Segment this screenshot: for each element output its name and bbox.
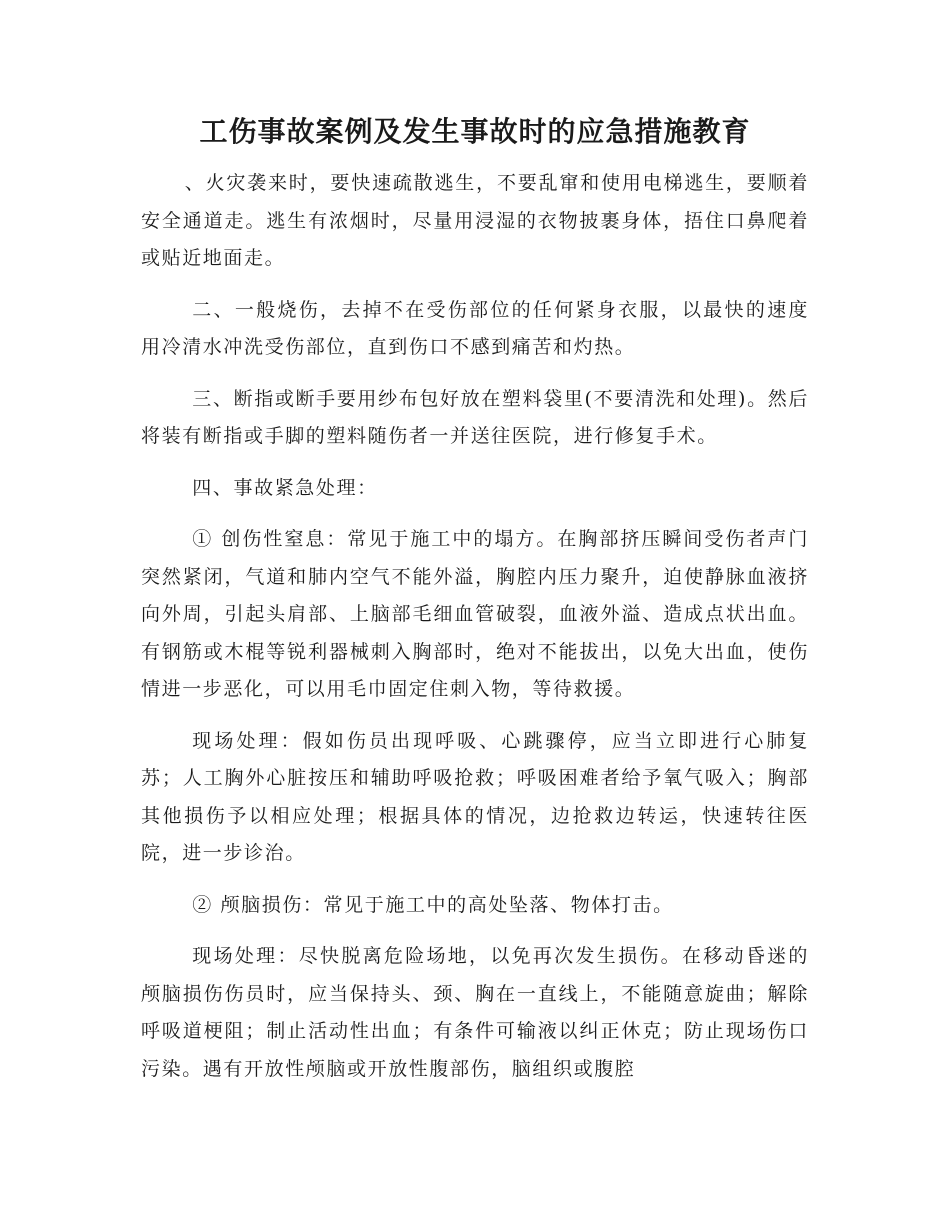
paragraph-onsite-treatment-1: 现场处理：假如伤员出现呼吸、心跳骤停，应当立即进行心肺复苏；人工胸外心脏按压和辅助呼吸抢救；呼吸困难者给予氧气吸入；胸部其他损伤予以相应处理；根据具体的情况，边抢救边转运，快速转往医院，进一步诊治。 [141,729,809,864]
paragraph-burns: 二、一般烧伤，去掉不在受伤部位的任何紧身衣服，以最快的速度用冷清水冲洗受伤部位，直到伤口不感到痛苦和灼热。 [141,298,809,358]
paragraph-head-injury: ② 颅脑损伤：常见于施工中的高处坠落、物体打击。 [192,893,674,916]
paragraph-severed-finger: 三、断指或断手要用纱布包好放在塑料袋里(不要清洗和处理)。然后将装有断指或手脚的塑料随伤者一并送往医院，进行修复手术。 [141,387,809,447]
paragraph-traumatic-asphyxia: ① 创伤性窒息：常见于施工中的塌方。在胸部挤压瞬间受伤者声门突然紧闭，气道和肺内空气不能外溢，胸腔内压力聚升，迫使静脉血液挤向外周，引起头肩部、上脑部毛细血管破裂，血液外溢、造成点状出血。有钢筋或木棍等锐利器械刺入胸部时，绝对不能拔出，以免大出血，使伤情进一步恶化，可以用毛巾固定住刺入物，等待救援。 [141,528,809,700]
document-title: 工伤事故案例及发生事故时的应急措施教育 [199,115,751,148]
paragraph-emergency-heading: 四、事故紧急处理： [192,476,378,499]
paragraph-onsite-treatment-2: 现场处理：尽快脱离危险场地，以免再次发生损伤。在移动昏迷的颅脑损伤伤员时，应当保持头、颈、胸在一直线上，不能随意旋曲；解除呼吸道梗阻；制止活动性出血；有条件可输液以纠正休克；防止现场伤口污染。遇有开放性颅脑或开放性腹部伤，脑组织或腹腔 [141,945,809,1080]
document-body [141,165,809,1102]
paragraph-fire-escape: 、火灾袭来时，要快速疏散逃生，不要乱窜和使用电梯逃生，要顺着安全通道走。逃生有浓烟时，尽量用浸湿的衣物披裹身体，捂住口鼻爬着或贴近地面走。 [141,172,809,269]
